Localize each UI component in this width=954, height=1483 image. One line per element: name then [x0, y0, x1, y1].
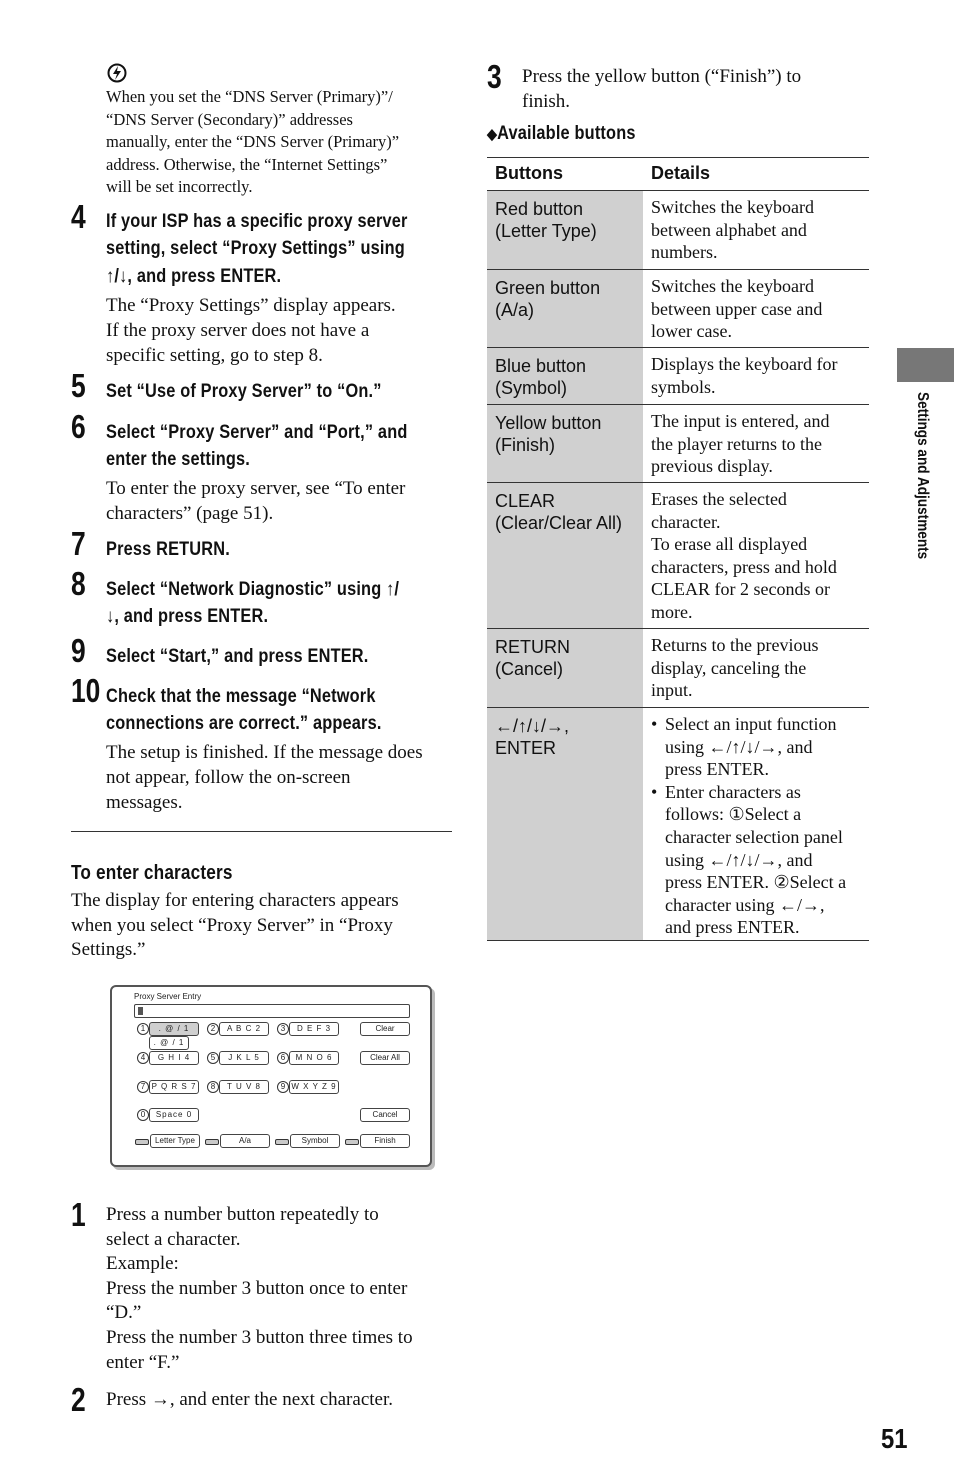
bottom-step-line: select a character. — [106, 1228, 241, 1250]
step-5-number: 5 — [71, 367, 86, 404]
key-number-6: 6 — [277, 1052, 289, 1064]
bottom-step-1-text — [106, 1203, 413, 1375]
key-number-9: 9 — [277, 1081, 289, 1093]
step-heading-line: Set “Use of Proxy Server” to “On.” — [106, 381, 382, 402]
step-heading-line: ↑/↓, and press ENTER. — [106, 265, 282, 287]
color-button-indicator — [205, 1139, 219, 1145]
step-5-heading — [106, 378, 382, 405]
step-heading-line: enter the settings. — [106, 449, 251, 471]
bullet-line: and press ENTER. — [665, 917, 800, 938]
side-tab-marker — [897, 348, 954, 382]
col-details-header: Details — [651, 163, 711, 183]
bottom-step-2-number: 2 — [71, 1381, 86, 1418]
step-heading-line: Select “Network Diagnostic” using ↑/ — [106, 579, 400, 600]
key-4: G H I 4 — [149, 1051, 199, 1065]
details-line: previous display. — [651, 456, 773, 477]
bottom-step-line: Press →, and enter the next character. — [106, 1389, 393, 1410]
button-name-line: CLEAR — [495, 491, 556, 511]
bullet-line: Enter characters as — [665, 781, 801, 802]
details-line: The input is entered, and — [651, 411, 830, 431]
details-line: Displays the keyboard for — [651, 354, 838, 374]
clear-key: Clear — [360, 1022, 410, 1036]
enter-characters-line: Settings.” — [71, 939, 146, 961]
clear-all-key: Clear All — [360, 1051, 410, 1065]
key-9: W X Y Z 9 — [289, 1080, 339, 1094]
details-line: Returns to the previous — [651, 635, 819, 655]
step-7-heading — [106, 536, 230, 563]
details-line: numbers. — [651, 242, 718, 263]
details-line: between alphabet and — [651, 219, 807, 240]
details-cell — [643, 348, 869, 405]
step-3-number: 3 — [487, 58, 502, 95]
step-6-heading — [106, 419, 407, 474]
bullet-dot: • — [651, 714, 658, 734]
step-7-number: 7 — [71, 525, 86, 562]
note-line: will be set incorrectly. — [106, 177, 253, 197]
key-1: . @ / 1 — [149, 1022, 199, 1036]
button-name-line: (A/a) — [495, 300, 535, 321]
step-heading-line: ↓, and press ENTER. — [106, 606, 269, 628]
key-7: P Q R S 7 — [149, 1080, 199, 1094]
step-heading-line: connections are correct.” appears. — [106, 713, 382, 735]
button-name-line: Green button — [495, 278, 601, 298]
key-0: Space 0 — [149, 1108, 199, 1122]
section-divider — [71, 831, 452, 832]
step-body-line: If the proxy server does not have a — [106, 320, 370, 341]
step-heading-line: If your ISP has a specific proxy server — [106, 211, 408, 232]
bullet-line: follows: ①Select a — [665, 804, 802, 825]
button-cell — [487, 629, 643, 708]
bullet-line: using ←/↑/↓/→, and — [665, 849, 813, 870]
step-10-body — [106, 740, 423, 815]
note-line: manually, enter the “DNS Server (Primary)” — [106, 132, 400, 152]
button-name-line: (Clear/Clear All) — [495, 513, 623, 534]
step-8-heading — [106, 576, 399, 631]
bottom-step-line: “D.” — [106, 1302, 142, 1324]
enter-characters-text — [71, 889, 399, 963]
color-button-indicator — [135, 1139, 149, 1145]
key-6: M N O 6 — [289, 1051, 339, 1065]
table-row — [487, 483, 869, 629]
button-name-line: Red button — [495, 199, 584, 219]
step-9-number: 9 — [71, 632, 86, 669]
details-cell — [643, 629, 869, 708]
details-line: more. — [651, 601, 693, 622]
button-name-line: ←/↑/↓/→, — [495, 716, 570, 736]
button-cell — [487, 348, 643, 405]
bottom-key-3: Finish — [360, 1134, 410, 1148]
step-heading-line: Select “Start,” and press ENTER. — [106, 646, 369, 667]
bullet-item — [651, 713, 865, 781]
key-number-5: 5 — [207, 1052, 219, 1064]
diamond-icon: ◆ — [487, 126, 498, 143]
table-header-row — [487, 158, 869, 191]
key-number-3: 3 — [277, 1023, 289, 1035]
keyboard-title: Proxy Server Entry — [134, 992, 202, 1001]
step-10-heading — [106, 683, 382, 738]
step-body-line: not appear, follow the on-screen — [106, 767, 351, 788]
details-cell — [643, 405, 869, 483]
step-body-line: To enter the proxy server, see “To enter — [106, 478, 406, 499]
table-row — [487, 191, 869, 270]
note-text — [106, 86, 399, 199]
bottom-step-line: Press the number 3 button three times to — [106, 1326, 413, 1348]
color-button-indicator — [345, 1139, 359, 1145]
available-buttons-table — [487, 157, 869, 941]
color-button-indicator — [275, 1139, 289, 1145]
bottom-step-2-text — [106, 1388, 393, 1413]
details-cell — [643, 708, 869, 941]
step-4-body — [106, 293, 396, 368]
cancel-key: Cancel — [360, 1108, 410, 1122]
step-3-text — [522, 65, 801, 114]
step-6-number: 6 — [71, 408, 86, 445]
details-line: Erases the selected — [651, 489, 787, 509]
button-name-line: (Cancel) — [495, 659, 564, 680]
details-line: CLEAR for 2 seconds or — [651, 579, 830, 600]
details-line: the player returns to the — [651, 433, 822, 454]
button-cell — [487, 270, 643, 348]
key-number-7: 7 — [137, 1081, 149, 1093]
key-5: J K L 5 — [219, 1051, 269, 1065]
button-cell — [487, 483, 643, 629]
details-line: Switches the keyboard — [651, 276, 814, 296]
bottom-step-line: Example: — [106, 1253, 179, 1275]
bullet-item — [651, 781, 865, 939]
side-tab-label: Settings and Adjustments — [914, 392, 931, 560]
step-4-heading — [106, 208, 408, 290]
button-cell — [487, 191, 643, 270]
note-line: “DNS Server (Secondary)” addresses — [106, 109, 353, 129]
key-2: A B C 2 — [219, 1022, 269, 1036]
bottom-key-1: A/a — [220, 1134, 270, 1148]
button-name-line: Yellow button — [495, 413, 602, 433]
bullet-line: press ENTER. — [665, 759, 769, 780]
details-cell — [643, 270, 869, 348]
bullet-line: character using ←/→, — [665, 894, 825, 915]
step-heading-line: Select “Proxy Server” and “Port,” and — [106, 422, 408, 443]
table-row — [487, 270, 869, 348]
step-heading-line: Press RETURN. — [106, 539, 230, 560]
step-3-line: finish. — [522, 90, 571, 112]
enter-characters-line: when you select “Proxy Server” in “Proxy — [71, 914, 393, 936]
enter-characters-heading: To enter characters — [71, 862, 233, 884]
button-name-line: RETURN — [495, 637, 570, 657]
bullet-line: Select an input function — [665, 714, 837, 734]
step-3-line: Press the yellow button (“Finish”) to — [522, 66, 802, 87]
bottom-step-line: Press a number button repeatedly to — [106, 1204, 379, 1225]
key-8: T U V 8 — [219, 1080, 269, 1094]
col-buttons-header: Buttons — [495, 163, 563, 183]
details-line: Switches the keyboard — [651, 197, 814, 217]
step-9-heading — [106, 643, 368, 670]
details-line: symbols. — [651, 376, 716, 397]
available-buttons-heading — [487, 120, 636, 148]
key-popup: . @ / 1 — [149, 1036, 189, 1050]
details-line: characters, press and hold — [651, 556, 837, 577]
step-6-body — [106, 476, 405, 526]
bottom-step-line: Press the number 3 button once to enter — [106, 1277, 408, 1299]
bottom-step-1-number: 1 — [71, 1196, 86, 1233]
note-line: address. Otherwise, the “Internet Settings” — [106, 154, 388, 174]
step-body-line: messages. — [106, 792, 183, 813]
details-line: lower case. — [651, 321, 732, 342]
key-number-4: 4 — [137, 1052, 149, 1064]
table-row — [487, 405, 869, 483]
details-cell — [643, 483, 869, 629]
key-number-0: 0 — [137, 1109, 149, 1121]
key-number-2: 2 — [207, 1023, 219, 1035]
keyboard-input-field — [134, 1004, 410, 1018]
details-line: between upper case and — [651, 298, 823, 319]
table-row — [487, 348, 869, 405]
step-10-number: 10 — [71, 672, 101, 709]
available-heading-label: Available buttons — [497, 123, 636, 144]
step-body-line: characters” (page 51). — [106, 503, 274, 524]
bottom-key-0: Letter Type — [150, 1134, 200, 1148]
key-number-1: 1 — [137, 1023, 149, 1035]
key-number-8: 8 — [207, 1081, 219, 1093]
bottom-key-2: Symbol — [290, 1134, 340, 1148]
table-row — [487, 708, 869, 941]
button-name-line: (Symbol) — [495, 378, 568, 399]
step-body-line: The setup is finished. If the message does — [106, 742, 423, 763]
details-line: To erase all displayed — [651, 534, 808, 555]
step-8-number: 8 — [71, 565, 86, 602]
button-cell — [487, 405, 643, 483]
step-body-line: specific setting, go to step 8. — [106, 345, 323, 366]
details-line: input. — [651, 680, 693, 701]
bullet-line: character selection panel — [665, 826, 843, 847]
bullet-dot: • — [651, 781, 658, 802]
bullet-line: using ←/↑/↓/→, and — [665, 736, 813, 757]
table-row — [487, 629, 869, 708]
step-body-line: The “Proxy Settings” display appears. — [106, 295, 396, 316]
key-3: D E F 3 — [289, 1022, 339, 1036]
hint-icon — [107, 63, 127, 88]
step-heading-line: setting, select “Proxy Settings” using — [106, 238, 405, 260]
details-cell — [643, 191, 869, 270]
step-4-number: 4 — [71, 198, 86, 235]
bottom-step-line: enter “F.” — [106, 1351, 180, 1373]
page-number: 51 — [881, 1423, 908, 1454]
step-heading-line: Check that the message “Network — [106, 686, 376, 707]
note-line: When you set the “DNS Server (Primary)”/ — [106, 87, 393, 106]
details-line: character. — [651, 511, 721, 532]
enter-characters-line: The display for entering characters appears — [71, 890, 399, 911]
button-name-line: Blue button — [495, 356, 587, 376]
details-line: display, canceling the — [651, 657, 807, 678]
keyboard-screen — [110, 985, 432, 1167]
button-name-line: (Finish) — [495, 435, 556, 456]
button-name-line: (Letter Type) — [495, 221, 597, 242]
bullet-line: press ENTER. ②Select a — [665, 872, 847, 893]
button-cell — [487, 708, 643, 941]
button-name-line: ENTER — [495, 738, 557, 759]
